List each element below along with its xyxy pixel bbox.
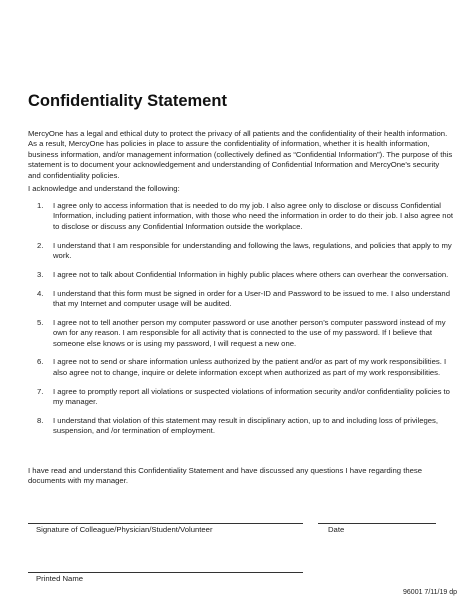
page-title: Confidentiality Statement <box>28 92 227 110</box>
list-item-text: I understand that I am responsible for understanding and following the laws, regulations, and policies that apply to my work. <box>53 240 452 261</box>
list-item-number: 3. <box>37 269 44 279</box>
date-label: Date <box>328 525 345 534</box>
list-item <box>28 318 458 349</box>
signature-line[interactable] <box>28 523 303 524</box>
list-item <box>28 289 458 310</box>
list-item <box>28 270 458 280</box>
list-item-text: I understand that violation of this statement may result in disciplinary action, up to and including loss of privileges, suspension, and /or termination of employment. <box>53 415 439 436</box>
list-item <box>28 416 458 437</box>
list-item-number: 5. <box>37 317 44 327</box>
list-item <box>28 387 458 408</box>
list-item-text: I agree only to access information that is needed to do my job. I also agree only to disclose or discuss Confidential Information, including patient information, with those who need the information in order to do their job. I also agree not to disclose or discuss any Confidential Information outside the workplace. <box>53 201 453 231</box>
list-item-text: I agree to promptly report all violations or suspected violations of information security and/or confidentiality policies to my manager. <box>53 386 450 407</box>
list-item-number: 1. <box>37 201 44 210</box>
list-item-text: I agree not to send or share information unless authorized by the patient and/or as part of my work responsibilities. I also agree not to change, inquire or delete information except when authorized as part of my work responsibilities. <box>53 357 447 377</box>
terms-list <box>28 201 458 445</box>
printed-name-label: Printed Name <box>36 574 83 583</box>
signature-label: Signature of Colleague/Physician/Student/Volunteer <box>36 525 213 534</box>
list-item-number: 7. <box>37 386 44 396</box>
list-item-number: 8. <box>37 415 44 425</box>
list-item-text: I agree not to talk about Confidential Information in highly public places where others can overhear the conversation. <box>53 269 449 279</box>
intro-paragraph: MercyOne has a legal and ethical duty to protect the privacy of all patients and the confidentiality of their health information. As a result, MercyOne has policies in place to assure the confidentiality of information, whether it is health information, business information, and/or management information (collectively defined as “Confidential Information”). The purpose of this statement is to document your acknowledgement and understanding of Confidential Information and MercyOne's security and confidentiality policies. <box>28 129 453 180</box>
list-item-text: I agree not to tell another person my computer password or use another person’s computer password instead of my own for any reason. I am responsible for all activity that is connected to the use of my password. If I believe that someone else knows or is using my password, I will request a new one. <box>53 317 446 348</box>
list-item <box>28 357 458 378</box>
closing-paragraph: I have read and understand this Confidentiality Statement and have discussed any questions I have regarding these documents with my manager. <box>28 466 423 486</box>
list-item-number: 2. <box>37 240 44 250</box>
list-item-number: 4. <box>37 288 44 298</box>
acknowledge-line: I acknowledge and understand the following: <box>28 184 180 193</box>
list-item <box>28 201 458 232</box>
list-item <box>28 241 458 262</box>
form-code: 96001 7/11/19 dp <box>403 589 457 596</box>
printed-name-line[interactable] <box>28 572 303 573</box>
date-line[interactable] <box>318 523 436 524</box>
list-item-number: 6. <box>37 357 44 367</box>
list-item-text: I understand that this form must be signed in order for a User-ID and Password to be issued to me. I also understand that my Internet and computer usage will be audited. <box>53 288 450 309</box>
